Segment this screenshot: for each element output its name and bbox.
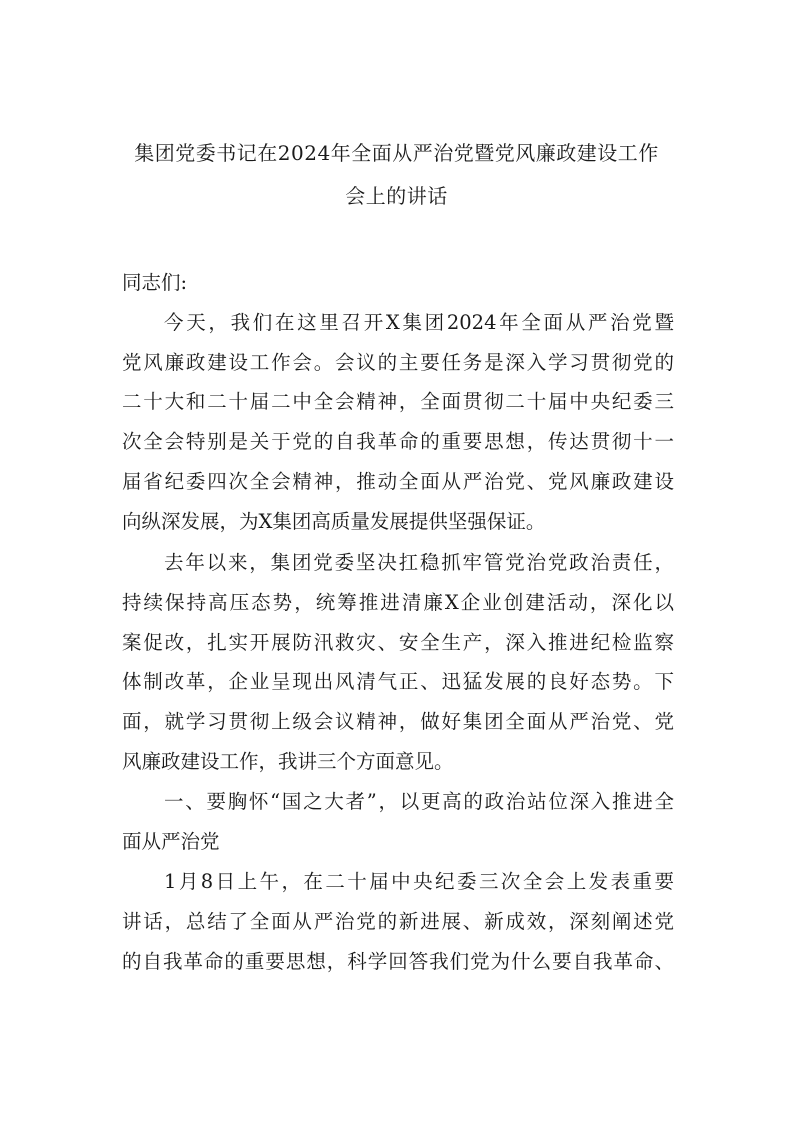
paragraph-line: 去年以来，集团党委坚决扛稳抓牢管党治党政治责任， <box>164 551 674 574</box>
paragraph-line: 持续保持高压态势，统筹推进清廉X企业创建活动，深化以 <box>122 591 674 614</box>
paragraph-line: 案促改，扎实开展防汛救灾、安全生产，深入推进纪检监察 <box>122 631 674 654</box>
paragraph-line: 向纵深发展，为X集团高质量发展提供坚强保证。 <box>122 510 546 533</box>
document-title-line-1: 集团党委书记在2024年全面从严治党暨党风廉政建设工作 <box>134 141 659 165</box>
paragraph-line: 届省纪委四次全会精神，推动全面从严治党、党风廉政建设 <box>122 470 674 493</box>
section-heading-line: 面从严治党 <box>122 830 220 853</box>
paragraph-line: 今天，我们在这里召开X集团2024年全面从严治党暨 <box>164 311 674 334</box>
paragraph-line: 讲话，总结了全面从严治党的新进展、新成效，深刻阐述党 <box>122 910 674 933</box>
paragraph-line: 面，就学习贯彻上级会议精神，做好集团全面从严治党、党 <box>122 710 674 733</box>
paragraph-line: 二十大和二十届二中全会精神，全面贯彻二十届中央纪委三 <box>122 390 674 413</box>
paragraph-line: 次全会特别是关于党的自我革命的重要思想，传达贯彻十一 <box>122 430 674 453</box>
document-title-line-2: 会上的讲话 <box>345 184 448 208</box>
paragraph-line: 的自我革命的重要思想，科学回答我们党为什么要自我革命、 <box>122 950 674 973</box>
paragraph-line: 体制改革，企业呈现出风清气正、迅猛发展的良好态势。下 <box>122 670 674 693</box>
section-heading-line: 一、要胸怀“国之大者”，以更高的政治站位深入推进全 <box>164 790 674 813</box>
paragraph-line: 风廉政建设工作，我讲三个方面意见。 <box>122 750 454 773</box>
paragraph-line: 1月8日上午，在二十届中央纪委三次全会上发表重要 <box>164 870 674 893</box>
salutation: 同志们: <box>122 271 188 294</box>
paragraph-line: 党风廉政建设工作会。会议的主要任务是深入学习贯彻党的 <box>122 351 674 374</box>
